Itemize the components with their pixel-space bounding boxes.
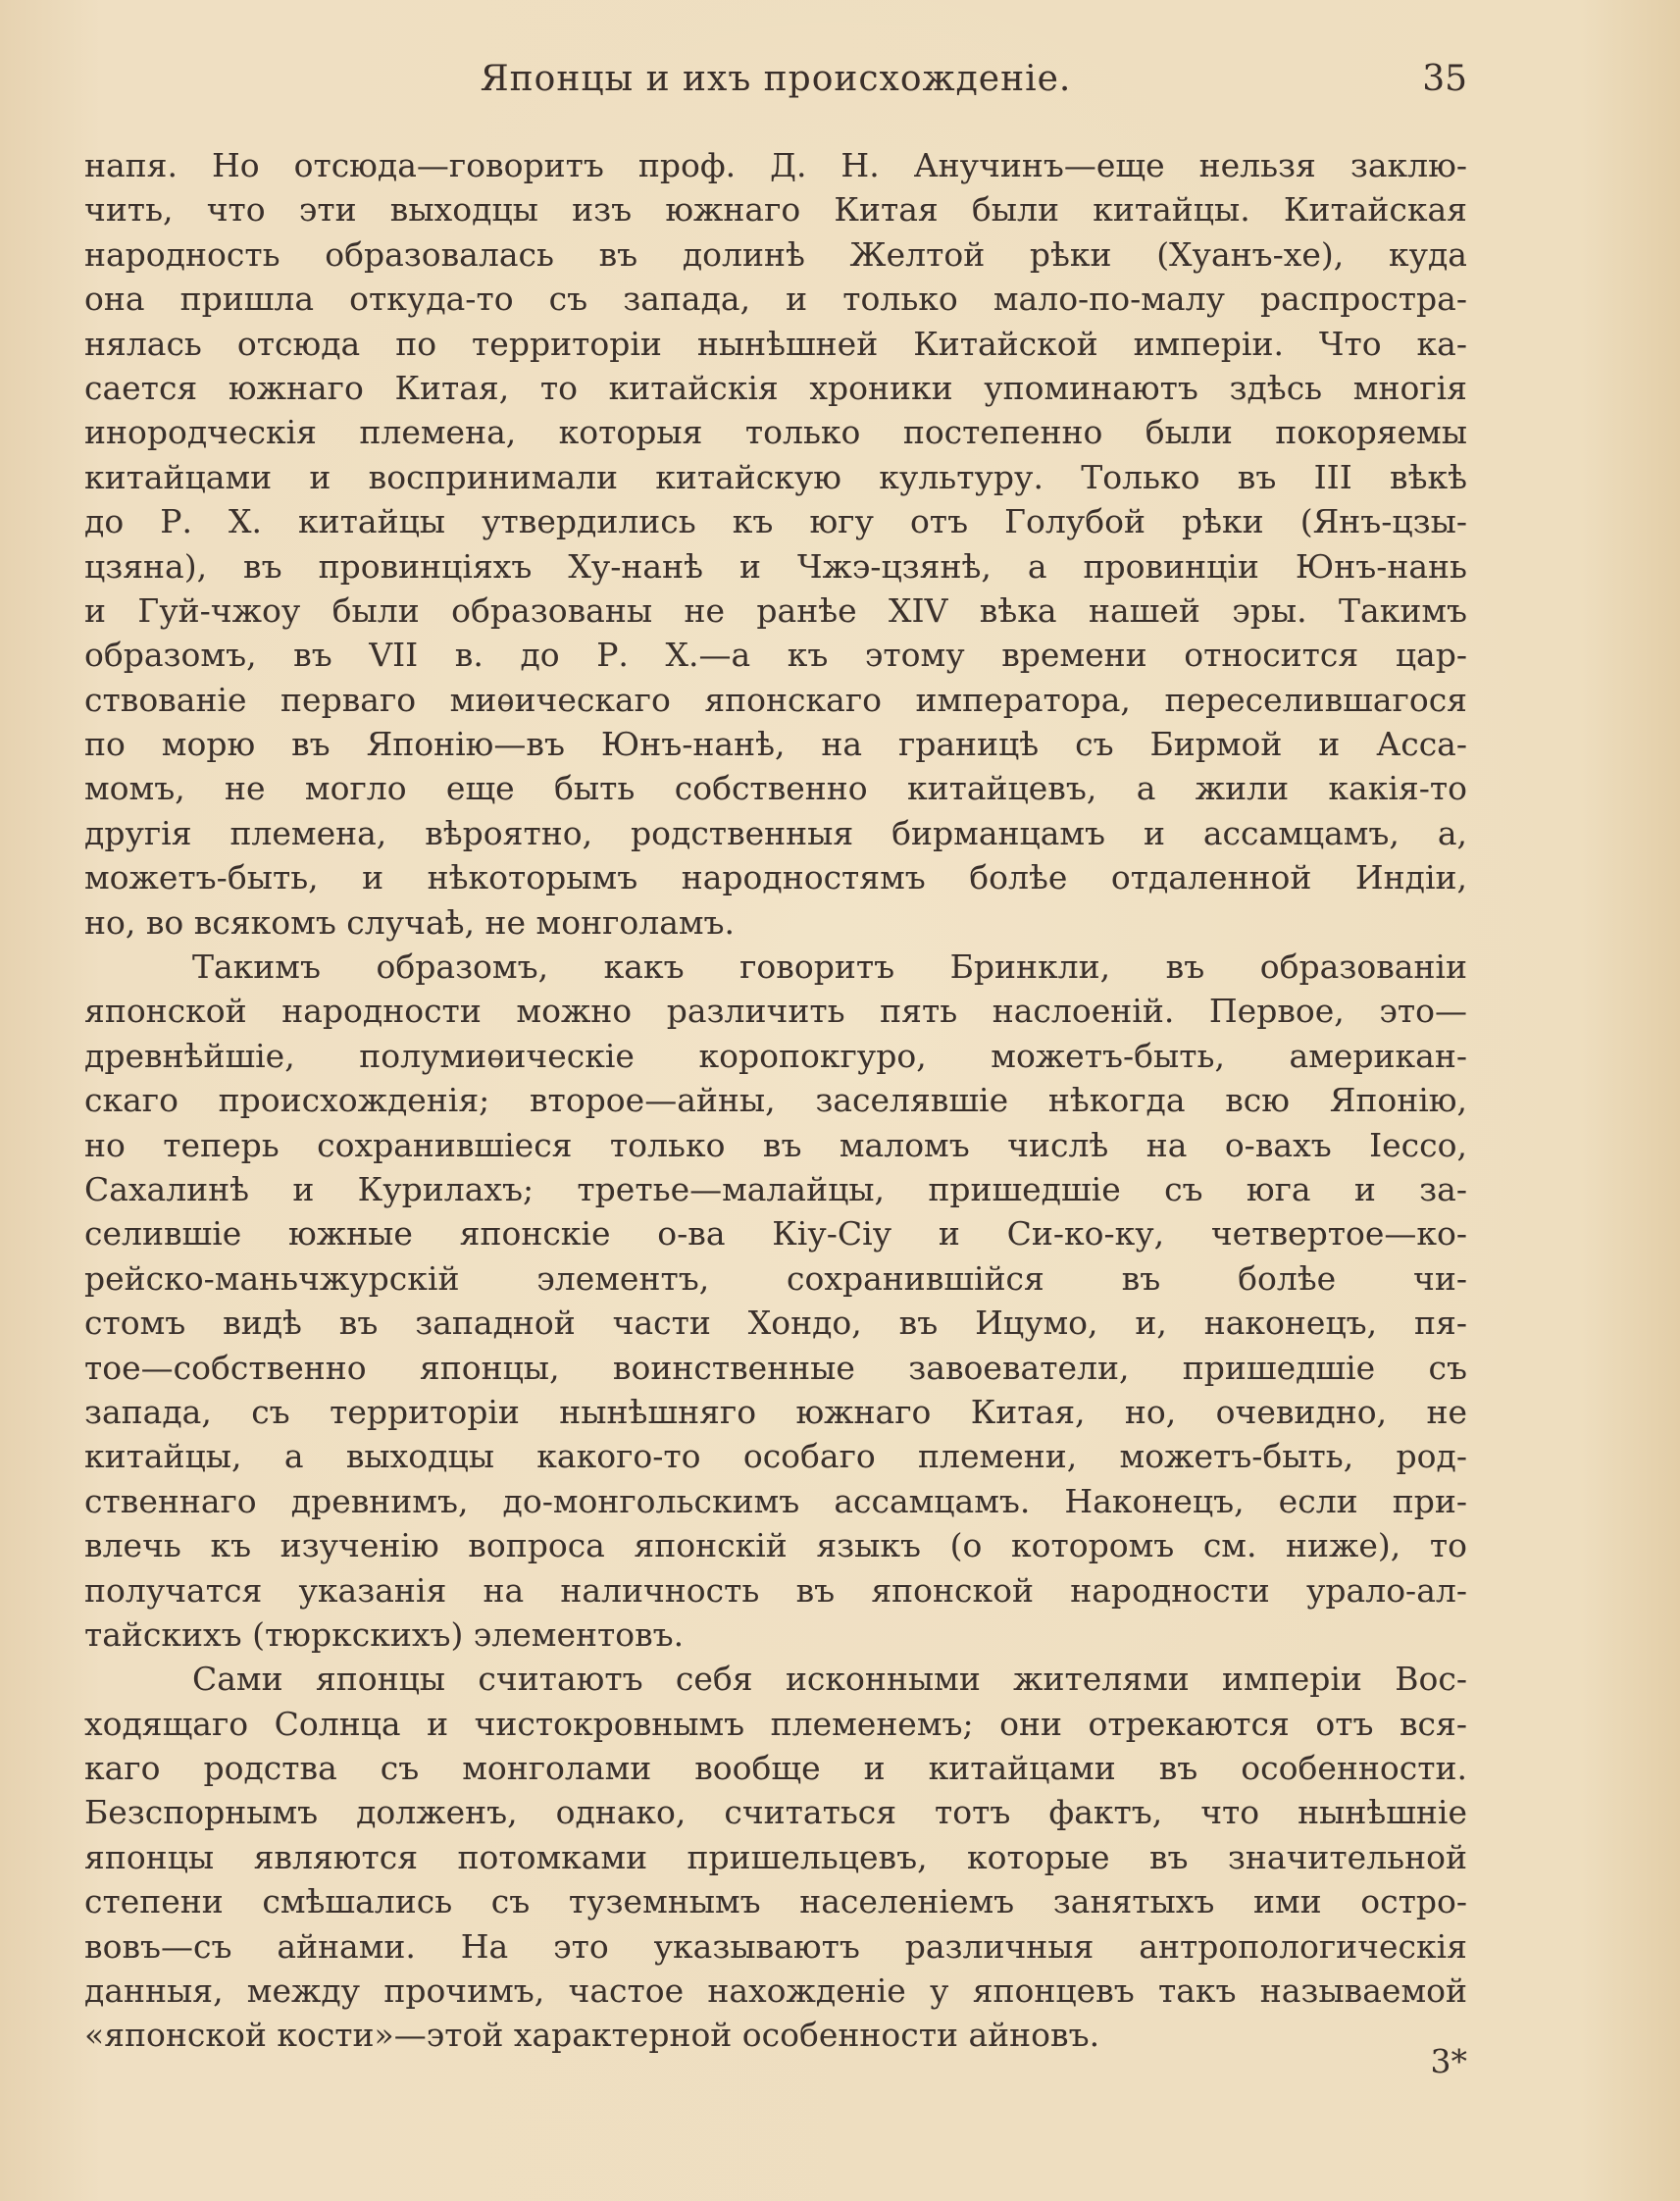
text-line: чить, что эти выходцы изъ южнаго Китая были китайцы. Китайская <box>84 190 1467 230</box>
text-line: но теперь сохранившіеся только въ маломъ числѣ на о-вахъ Iессо, <box>84 1125 1467 1164</box>
text-line: каго родства съ монголами вообще и китайцами въ особенности. <box>84 1749 1467 1788</box>
text-line: другія племена, вѣроятно, родственныя бирманцамъ и ассамцамъ, а, <box>84 813 1467 852</box>
text-line: скаго происхожденія; второе—айны, заселявшіе нѣкогда всю Японію, <box>84 1081 1467 1120</box>
text-line: Сахалинѣ и Курилахъ; третье—малайцы, пришедшіе съ юга и за- <box>84 1169 1467 1208</box>
text-line: народность образовалась въ долинѣ Желтой рѣки (Хуанъ-хе), куда <box>84 234 1467 274</box>
text-line: момъ, не могло еще быть собственно китайцевъ, а жили какія-то <box>84 769 1467 808</box>
text-line: цзяна), въ провинціяхъ Ху-нанѣ и Чжэ-цзянѣ, а провинціи Юнъ-нань <box>84 546 1467 586</box>
text-line: вовъ—съ айнами. На это указываютъ различныя антропологическія <box>84 1926 1467 1966</box>
text-line: ходящаго Солнца и чистокровнымъ племенемъ; они отрекаются отъ вся- <box>84 1704 1467 1743</box>
text-line: напя. Но отсюда—говоритъ проф. Д. Н. Анучинъ—еще нельзя заклю- <box>84 146 1467 184</box>
text-line: тое—собственно японцы, воинственные завоеватели, пришедшіе съ <box>84 1348 1467 1387</box>
text-line: Такимъ образомъ, какъ говоритъ Бринкли, въ образованіи <box>192 947 1467 987</box>
text-line: данныя, между прочимъ, частое нахожденіе у японцевъ такъ называемой <box>84 1971 1467 2011</box>
text-line: влечь къ изученію вопроса японскій языкъ (о которомъ см. ниже), то <box>84 1526 1467 1565</box>
printer-signature-mark: 3* <box>1430 2042 1467 2080</box>
text-line: Сами японцы считаютъ себя исконными жителями имперіи Вос- <box>192 1660 1467 1699</box>
text-line: по морю въ Японію—въ Юнъ-нанѣ, на границѣ съ Бирмой и Асса- <box>84 725 1467 764</box>
text-line: и Гуй-чжоу были образованы не ранѣе XIV вѣка нашей эры. Такимъ <box>84 590 1467 630</box>
text-line: японской народности можно различить пять наслоеній. Первое, это— <box>84 992 1467 1031</box>
paragraph <box>84 1657 1467 2058</box>
text-line: рейско-маньчжурскій элементъ, сохранившійся въ болѣе чи- <box>84 1258 1467 1298</box>
paragraph <box>84 143 1467 945</box>
page-header <box>84 59 1467 108</box>
paragraph <box>84 945 1467 1657</box>
text-line: древнѣйшіе, полумиѳическіе коропокгуро, можетъ-быть, американ- <box>84 1036 1467 1075</box>
text-line: сается южнаго Китая, то китайскія хроники упоминаютъ здѣсь многія <box>84 368 1467 407</box>
text-line: до Р. Х. китайцы утвердились къ югу отъ Голубой рѣки (Янъ-цзы- <box>84 502 1467 541</box>
text-line: тайскихъ (тюркскихъ) элементовъ. <box>84 1614 685 1654</box>
text-line: степени смѣшались съ туземнымъ населеніемъ занятыхъ ими остро- <box>84 1882 1467 1921</box>
text-line: ственнаго древнимъ, до-монгольскимъ ассамцамъ. Наконецъ, если при- <box>84 1481 1467 1520</box>
text-line: «японской кости»—этой характерной особенности айновъ. <box>84 2016 1100 2055</box>
text-line: можетъ-быть, и нѣкоторымъ народностямъ болѣе отдаленной Индіи, <box>84 858 1467 897</box>
text-line: запада, съ территоріи нынѣшняго южнаго Китая, но, очевидно, не <box>84 1392 1467 1431</box>
text-line: селившіе южные японскіе о-ва Кіу-Сіу и Си-ко-ку, четвертое—ко- <box>84 1214 1467 1254</box>
text-line: инородческія племена, которыя только постепенно были покоряемы <box>84 413 1467 452</box>
text-line: ствованіе перваго миѳическаго японскаго императора, переселившагося <box>84 680 1467 719</box>
page-number: 35 <box>1422 59 1467 99</box>
text-line: получатся указанія на наличность въ японской народности урало-ал- <box>84 1570 1467 1610</box>
body-text <box>84 143 1467 2058</box>
text-line: она пришла откуда-то съ запада, и только мало-по-малу распростра- <box>84 280 1467 319</box>
text-line: стомъ видѣ въ западной части Хондо, въ Ицумо, и, наконецъ, пя- <box>84 1304 1467 1343</box>
text-line: японцы являются потомками пришельцевъ, которые въ значительной <box>84 1837 1467 1876</box>
text-line: но, во всякомъ случаѣ, не монголамъ. <box>84 902 736 942</box>
text-line: китайцы, а выходцы какого-то особаго племени, можетъ-быть, род- <box>84 1437 1467 1476</box>
text-line: Безспорнымъ долженъ, однако, считаться тотъ фактъ, что нынѣшніе <box>84 1793 1467 1832</box>
text-line: нялась отсюда по территоріи нынѣшней Китайской имперіи. Что ка- <box>84 324 1467 363</box>
text-line: китайцами и воспринимали китайскую культуру. Только въ III вѣкѣ <box>84 457 1467 496</box>
running-title: Японцы и ихъ происхожденіе. <box>480 59 1072 99</box>
text-line: образомъ, въ VII в. до Р. Х.—а къ этому времени относится цар- <box>84 636 1467 675</box>
